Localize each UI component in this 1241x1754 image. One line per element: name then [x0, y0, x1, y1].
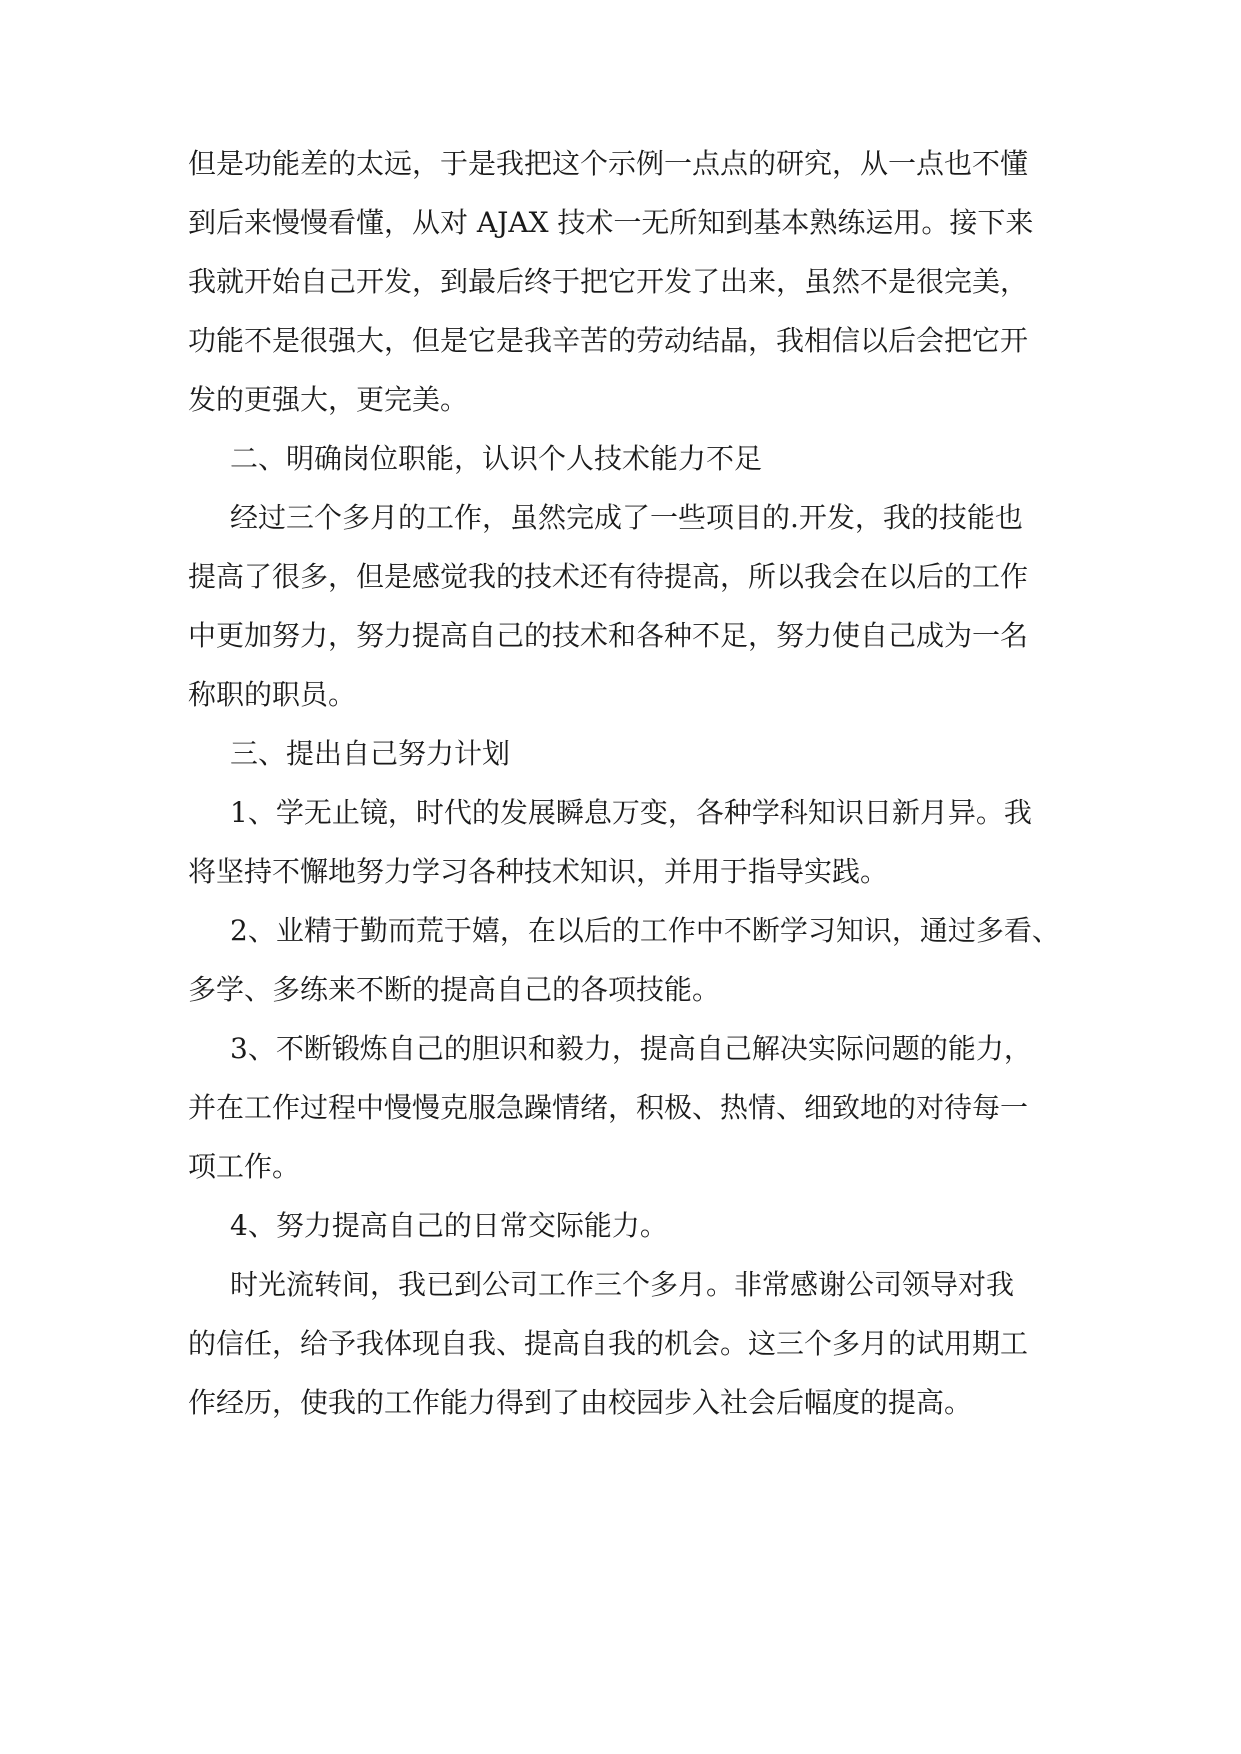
plan-item-4-line-1: 4、努力提高自己的日常交际能力。 — [230, 1209, 668, 1242]
section-heading-3: 三、提出自己努力计划 — [230, 737, 511, 770]
plan-item-3-line-1: 3、不断锻炼自己的胆识和毅力，提高自己解决实际问题的能力， — [230, 1032, 1032, 1065]
paragraph-1-line-2: 到后来慢慢看懂，从对 AJAX 技术一无所知到基本熟练运用。接下来 — [188, 206, 1034, 239]
plan-item-1-line-2: 将坚持不懈地努力学习各种技术知识，并用于指导实践。 — [188, 855, 889, 888]
paragraph-2-line-4: 称职的职员。 — [188, 678, 357, 711]
paragraph-1-line-4: 功能不是很强大，但是它是我辛苦的劳动结晶，我相信以后会把它开 — [188, 324, 1029, 357]
paragraph-1-line-3: 我就开始自己开发，到最后终于把它开发了出来，虽然不是很完美， — [188, 265, 1029, 298]
plan-item-3-line-3: 项工作。 — [188, 1150, 301, 1183]
paragraph-2-line-1: 经过三个多月的工作，虽然完成了一些项目的.开发，我的技能也 — [230, 501, 1023, 534]
paragraph-1-line-1: 但是功能差的太远，于是我把这个示例一点点的研究，从一点也不懂 — [188, 147, 1029, 180]
paragraph-3-line-1: 时光流转间，我已到公司工作三个多月。非常感谢公司领导对我 — [230, 1268, 1015, 1301]
paragraph-3-line-2: 的信任，给予我体现自我、提高自我的机会。这三个多月的试用期工 — [188, 1327, 1029, 1360]
plan-item-1-line-1: 1、学无止镜，时代的发展瞬息万变，各种学科知识日新月异。我 — [230, 796, 1032, 829]
paragraph-2-line-2: 提高了很多，但是感觉我的技术还有待提高，所以我会在以后的工作 — [188, 560, 1029, 593]
paragraph-3-line-3: 作经历，使我的工作能力得到了由校园步入社会后幅度的提高。 — [188, 1386, 973, 1419]
section-heading-2: 二、明确岗位职能，认识个人技术能力不足 — [230, 442, 763, 475]
paragraph-2-line-3: 中更加努力，努力提高自己的技术和各种不足，努力使自己成为一名 — [188, 619, 1029, 652]
plan-item-3-line-2: 并在工作过程中慢慢克服急躁情绪，积极、热情、细致地的对待每一 — [188, 1091, 1029, 1124]
paragraph-1-line-5: 发的更强大，更完美。 — [188, 383, 469, 416]
plan-item-2-line-1: 2、业精于勤而荒于嬉，在以后的工作中不断学习知识，通过多看、 — [230, 914, 1060, 947]
plan-item-2-line-2: 多学、多练来不断的提高自己的各项技能。 — [188, 973, 721, 1006]
